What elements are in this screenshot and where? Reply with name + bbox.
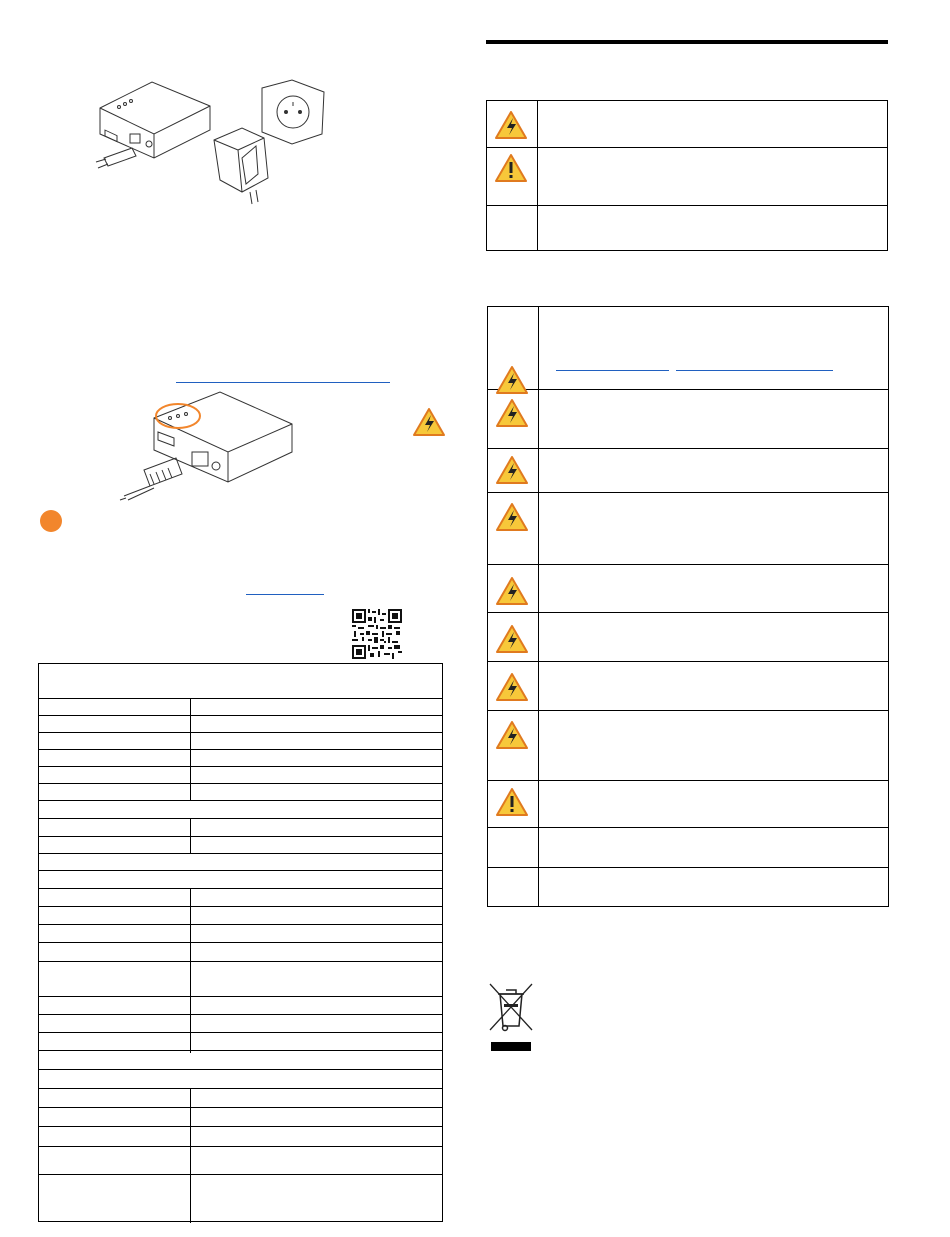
- table-row: [39, 1014, 442, 1015]
- table-row: [39, 749, 442, 750]
- spec-table: [38, 663, 443, 1222]
- table-row: [39, 766, 442, 767]
- table-row: [39, 870, 442, 871]
- table-row: [39, 888, 442, 889]
- router-ethernet-illustration: [110, 388, 300, 518]
- column-divider: [190, 818, 191, 853]
- table-row: [39, 906, 442, 907]
- header-rule: [486, 40, 888, 44]
- electric-warning-icon: [495, 455, 529, 485]
- table-row: [39, 961, 442, 962]
- table-row: [39, 853, 442, 854]
- electric-warning-icon: [495, 672, 529, 702]
- table-row: [39, 1174, 442, 1175]
- electric-warning-icon: [495, 398, 529, 428]
- electric-warning-icon: [494, 110, 528, 140]
- table-row: [39, 1088, 442, 1089]
- column-divider: [190, 888, 191, 1053]
- table-row: [39, 1126, 442, 1127]
- electric-warning-icon: [495, 624, 529, 654]
- table-row: [39, 783, 442, 784]
- electric-warning-icon: [412, 407, 446, 437]
- table-row: [39, 1032, 442, 1033]
- table-row: [39, 1050, 442, 1051]
- table-row: [39, 996, 442, 997]
- warnings-table-1: [486, 100, 888, 251]
- table-row: [39, 924, 442, 925]
- table-row: [39, 732, 442, 733]
- table-row: [39, 818, 442, 819]
- caution-icon: [494, 153, 528, 183]
- table-row: [39, 836, 442, 837]
- step-bullet: [40, 510, 62, 532]
- support-link-underline[interactable]: [176, 382, 390, 383]
- website-link-2-underline[interactable]: [676, 370, 833, 371]
- table-row: [39, 1146, 442, 1147]
- electric-warning-icon: [495, 502, 529, 532]
- electric-warning-icon: [495, 576, 529, 606]
- table-row: [39, 800, 442, 801]
- table-row: [39, 698, 442, 699]
- download-link-underline[interactable]: [246, 594, 324, 595]
- table-row: [39, 1107, 442, 1108]
- column-divider: [190, 698, 191, 800]
- electric-warning-icon: [495, 720, 529, 750]
- caution-icon: [495, 787, 529, 817]
- router-power-illustration: [92, 78, 332, 213]
- column-divider: [190, 1088, 191, 1223]
- qr-code[interactable]: [352, 609, 402, 659]
- website-link-1-underline[interactable]: [556, 370, 669, 371]
- warnings-table-2: [487, 306, 889, 907]
- table-row: [39, 715, 442, 716]
- electric-warning-icon: [495, 365, 529, 395]
- table-row: [39, 942, 442, 943]
- crossed-out-wheelie-bin-icon: [488, 982, 534, 1052]
- table-row: [39, 1069, 442, 1070]
